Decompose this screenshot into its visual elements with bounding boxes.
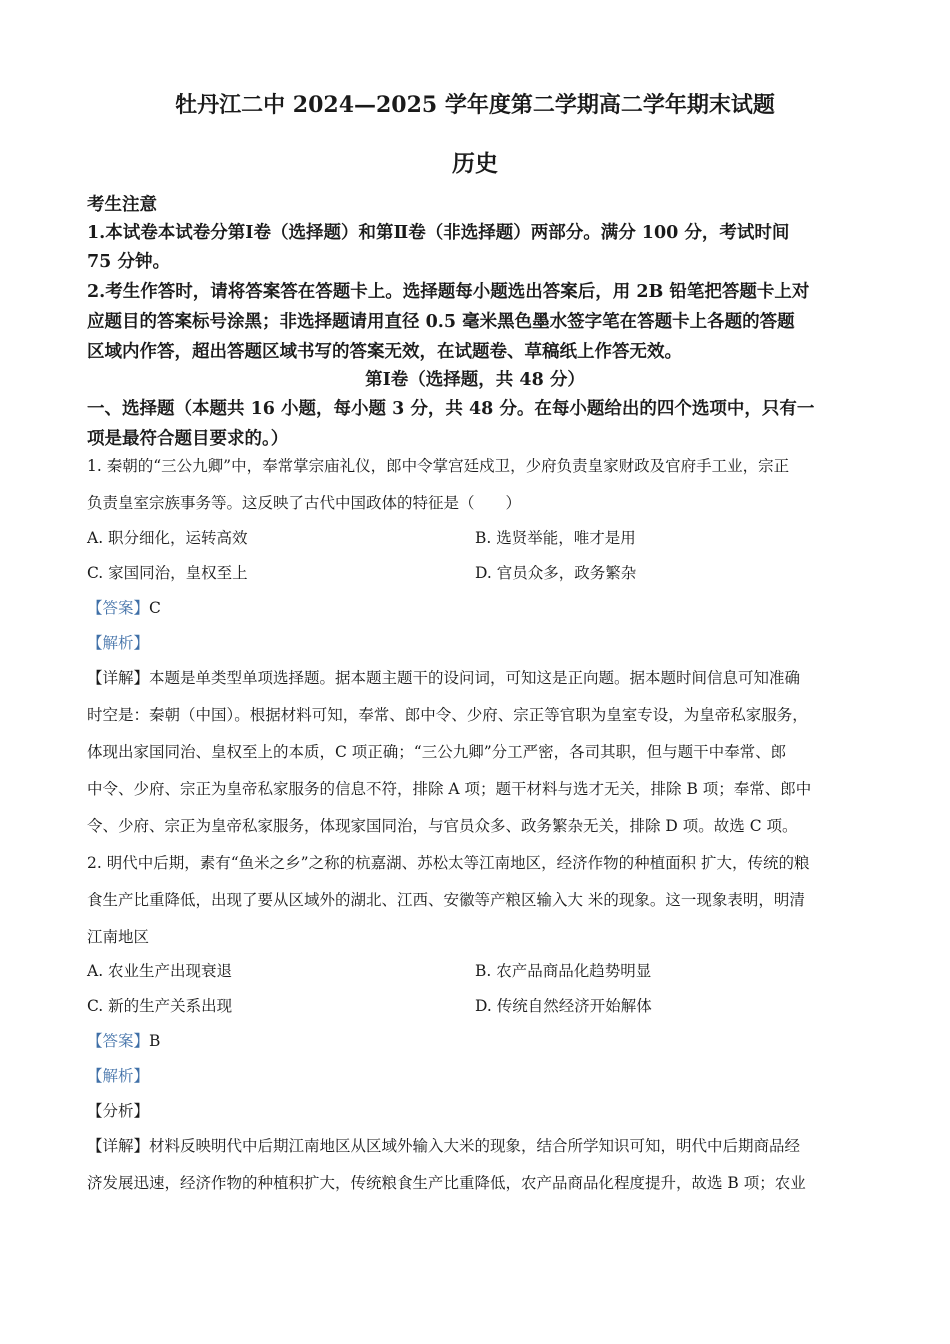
q2-fenxi-label: 【分析】 [87,1102,150,1120]
q1-answer-row [87,596,161,618]
q1-detail-line-1 [87,666,800,688]
q1-stem-line-1: 1. 秦朝的“三公九卿”中，奉常掌宗庙礼仪，郎中令掌宫廷戍卫，少府负责皇家财政及官府手工业，宗正 [87,457,790,475]
q1-stem-line-2: 负责皇室宗族事务等。这反映了古代中国政体的特征是（ ） [87,494,522,512]
q2-answer-value: B [149,1032,161,1050]
notice-item-1-line-1: 1.本试卷本试卷分第Ⅰ卷（选择题）和第Ⅱ卷（非选择题）两部分。满分 100 分，考试时间 [87,223,790,243]
q1-detail-line-4: 中令、少府、宗正为皇帝私家服务的信息不符，排除 A 项；题干材料与选才无关，排除 B 项；奉常、郎中 [87,780,812,798]
q1-detail-line-2: 时空是：秦朝（中国）。根据材料可知，奉常、郎中令、少府、宗正等官职为皇室专设，为皇帝私家服务， [87,706,808,724]
exam-title: 牡丹江二中 2024—2025 学年度第二学期高二学年期末试题 [175,92,775,118]
q2-answer-label: 【答案】 [87,1032,150,1050]
subject-title: 历史 [452,150,498,177]
q1-detail-line-5: 令、少府、宗正为皇帝私家服务，体现家国同治，与官员众多、政务繁杂无关，排除 D 项。故选 C 项。 [87,817,798,835]
q2-stem-line-3: 江南地区 [87,928,150,946]
q1-answer-value: C [149,599,161,617]
q2-option-a: A. 农业生产出现衰退 [87,962,233,980]
notice-item-1-line-2: 75 分钟。 [87,252,170,272]
q1-option-a: A. 职分细化，运转高效 [87,529,248,547]
q1-detail-label: 【详解】 [87,669,150,687]
q1-detail-text-1: 本题是单类型单项选择题。据本题主题干的设问词，可知这是正向题。据本题时间信息可知准确 [149,669,801,687]
q1-option-d: D. 官员众多，政务繁杂 [475,564,637,582]
q2-detail-label: 【详解】 [87,1137,150,1155]
q2-detail-line-2: 济发展迅速，经济作物的种植积扩大，传统粮食生产比重降低，农产品商品化程度提升，故选 B 项；农业 [87,1174,806,1192]
q2-option-c: C. 新的生产关系出现 [87,997,233,1015]
q2-stem-line-2: 食生产比重降低，出现了要从区域外的湖北、江西、安徽等产粮区输入大 米的现象。这一现象表明，明清 [87,891,805,909]
q1-option-b: B. 选贤举能，唯才是用 [475,529,636,547]
q2-analysis-label: 【解析】 [87,1067,150,1085]
q1-analysis-label: 【解析】 [87,634,150,652]
q1-detail-line-3: 体现出家国同治、皇权至上的本质，C 项正确；“三公九卿”分工严密，各司其职，但与题干中奉常、郎 [87,743,787,761]
q2-detail-text-1: 材料反映明代中后期江南地区从区域外输入大米的现象，结合所学知识可知，明代中后期商品经 [149,1137,801,1155]
notice-item-2-line-1: 2.考生作答时，请将答案答在答题卡上。选择题每小题选出答案后，用 2B 铅笔把答题卡上对 [87,282,810,302]
notice-item-2-line-2: 应题目的答案标号涂黑；非选择题请用直径 0.5 毫米黑色墨水签字笔在答题卡上各题的答题 [87,312,795,332]
q2-detail-line-1 [87,1134,800,1156]
q1-option-c: C. 家国同治，皇权至上 [87,564,248,582]
volume-title: 第Ⅰ卷（选择题，共 48 分） [365,370,585,390]
q2-answer-row [87,1029,160,1051]
notice-item-2-line-3: 区域内作答，超出答题区域书写的答案无效，在试题卷、草稿纸上作答无效。 [87,342,682,362]
notice-heading: 考生注意 [87,195,157,215]
section-instruction-line-2: 项是最符合题目要求的。） [87,429,289,449]
section-instruction-line-1: 一、选择题（本题共 16 小题，每小题 3 分，共 48 分。在每小题给出的四个选项中，只有一 [87,399,815,419]
q2-option-d: D. 传统自然经济开始解体 [475,997,652,1015]
q2-option-b: B. 农产品商品化趋势明显 [475,962,652,980]
q2-stem-line-1: 2. 明代中后期，素有“鱼米之乡”之称的杭嘉湖、苏松太等江南地区，经济作物的种植面积 扩大，传统的粮 [87,854,810,872]
q1-answer-label: 【答案】 [87,599,150,617]
